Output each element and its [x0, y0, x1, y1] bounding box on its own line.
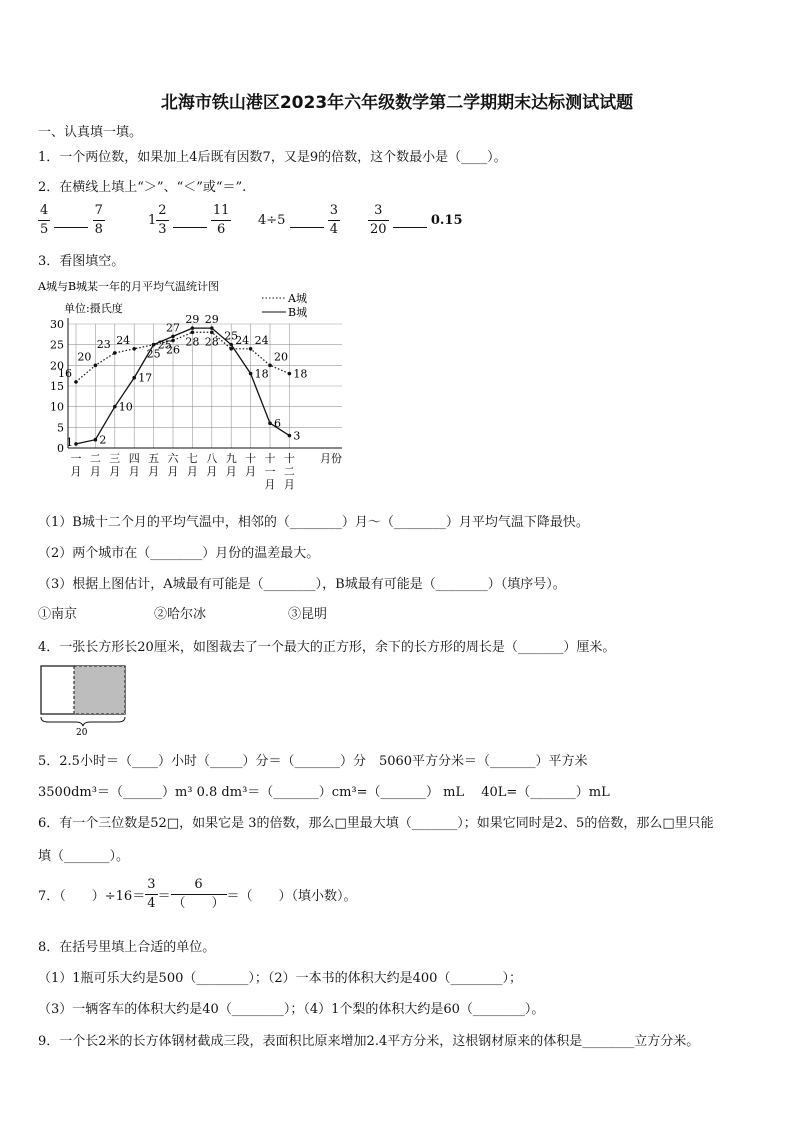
data-point [132, 376, 136, 380]
x-tick-label: 五 [148, 452, 160, 465]
x-tick-label: 一 [264, 465, 276, 478]
x-tick-label: 十 [264, 452, 276, 465]
data-point [74, 442, 78, 446]
question-1: 1．一个两位数，如果加上4后既有因数7，又是9的倍数，这个数最小是（____）。 [38, 150, 507, 165]
data-point [268, 364, 272, 368]
x-tick-label: 九 [225, 452, 237, 465]
fraction: $\frac{6}{( )}$ [172, 877, 225, 911]
data-label: 28 [204, 335, 219, 349]
page-title: 北海市铁山港区2023年六年级数学第二学期期末达标测试试题 [160, 93, 634, 113]
y-tick-label: 0 [57, 442, 64, 455]
data-label: 24 [254, 333, 269, 347]
legend-label: A城 [288, 292, 307, 305]
data-point [152, 343, 156, 347]
x-tick-label: 月 [245, 465, 257, 478]
data-point [94, 364, 98, 368]
fraction: $\frac{3}{4}$ [329, 203, 338, 237]
fraction: $\frac{7}{8}$ [94, 203, 103, 237]
fraction: $\frac{3}{20}$ [370, 203, 387, 237]
y-tick-label: 30 [50, 318, 64, 331]
question-8-line-1: （1）1瓶可乐大约是500（________）；（2）一本书的体积大约是400（________）； [38, 971, 522, 986]
data-label: 20 [77, 350, 92, 364]
x-tick-label: 月 [128, 465, 140, 478]
x-tick-label: 月 [89, 465, 101, 478]
data-point [268, 421, 272, 425]
data-label: 25 [224, 329, 239, 343]
question-6-line-2: 填（_______）。 [38, 849, 130, 864]
question-6-line-1: 6．有一个三位数是52□，如果它是 3的倍数，那么□里最大填（_______）；如果它同时是2、5的倍数，那么□里只能 [38, 816, 714, 831]
data-label: 1 [66, 435, 73, 449]
option-2: ②哈尔冰 [154, 607, 207, 622]
fraction: $\frac{11}{6}$ [212, 203, 230, 237]
x-tick-label: 月 [109, 465, 121, 478]
data-label: 29 [204, 313, 219, 327]
data-label: 23 [96, 337, 111, 351]
data-point [171, 339, 175, 343]
compare-item-1 [38, 202, 105, 239]
question-2-stem: 2．在横线上填上“＞”、“＜”或“＝”. [38, 180, 247, 195]
x-tick-label: 二 [89, 452, 101, 465]
x-tick-label: 二 [283, 465, 295, 478]
data-point [191, 326, 195, 330]
question-3-part-1: （1）B城十二个月的平均气温中，相邻的（________）月～（________）月平均气温下降最快。 [38, 515, 589, 530]
chart-xlabel: 月份 [320, 452, 342, 465]
x-tick-label: 六 [167, 452, 179, 465]
data-label: 25 [157, 338, 172, 352]
section-heading: 一、认真填一填。 [38, 125, 143, 140]
x-tick-label: 十 [283, 452, 295, 465]
compare-item-2: 1 $\frac{2}{3}$ $\frac{11}{6}$ [148, 203, 230, 237]
x-tick-label: 月 [206, 465, 218, 478]
x-tick-label: 月 [148, 465, 160, 478]
data-label: 28 [185, 335, 200, 349]
data-label: 27 [166, 321, 180, 335]
data-point [229, 343, 233, 347]
x-tick-label: 一 [70, 452, 82, 465]
data-point [288, 434, 292, 438]
rectangle-figure [36, 662, 136, 738]
question-3-part-3: （3）根据上图估计，A城最有可能是（________），B城最有可能是（________）（填序号）。 [38, 577, 566, 592]
y-tick-label: 20 [50, 359, 64, 373]
data-label: 2 [99, 433, 107, 447]
fraction: $\frac{2}{3}$ [158, 203, 167, 237]
data-label: 16 [58, 366, 72, 380]
question-8-stem: 8．在括号里填上合适的单位。 [38, 940, 216, 955]
data-point [249, 347, 253, 351]
question-7: 7．（ ）÷16＝ $\frac{3}{4}$ ＝ $\frac{6}{( )}$ ＝（ ）（填小数）。 [38, 877, 357, 911]
data-label: 18 [254, 367, 269, 381]
y-tick-label: 25 [50, 338, 64, 352]
x-tick-label: 四 [128, 452, 140, 465]
data-label: 24 [116, 333, 131, 347]
data-label: 10 [118, 400, 133, 414]
x-tick-label: 月 [283, 478, 295, 491]
data-point [191, 330, 195, 334]
answer-blank[interactable] [173, 213, 207, 228]
x-tick-label: 十 [245, 452, 257, 465]
question-5-line-1: 5．2.5小时＝（____）小时（_____）分＝（_______）分 5060平方分米＝（_______）平方米 [38, 754, 588, 769]
question-4: 4．一张长方形长20厘米，如图裁去了一个最大的正方形，余下的长方形的周长是（_______）厘米。 [38, 640, 616, 655]
data-point [210, 330, 214, 334]
legend-label: B城 [288, 306, 308, 319]
question-8-line-2: （3）一辆客车的体积大约是40（________）；（4）1个梨的体积大约是60（________）。 [38, 1002, 545, 1017]
compare-item-4: $\frac{3}{20}$ 0.15 [370, 203, 463, 237]
data-point [113, 405, 117, 409]
data-label: 26 [166, 343, 180, 357]
chart-ylabel: 单位:摄氏度 [64, 302, 123, 315]
data-point [171, 335, 175, 339]
y-tick-label: 5 [57, 421, 64, 435]
compare-item-3: 4÷5 $\frac{3}{4}$ [258, 203, 338, 237]
question-3-part-2: （2）两个城市在（________）月份的温差最大。 [38, 546, 320, 561]
x-tick-label: 八 [206, 452, 218, 465]
data-point [210, 326, 214, 330]
length-label: 20 [76, 728, 88, 738]
question-5-line-2: 3500dm³＝（______）m³ 0.8 dm³＝（_______）cm³=（_______） mL 40L=（_______）mL [38, 785, 610, 800]
data-label: 18 [293, 367, 308, 381]
data-label: 29 [185, 313, 200, 327]
length-brace [41, 717, 125, 726]
question-9: 9．一个长2米的长方体钢材截成三段，表面积比原来增加2.4平方分米，这根钢材原来的体积是________立方分米。 [38, 1034, 700, 1049]
data-label: 24 [235, 333, 250, 347]
data-point [288, 372, 292, 376]
data-label: 20 [274, 350, 288, 364]
data-point [74, 380, 78, 384]
data-point [249, 372, 253, 376]
data-point [94, 438, 98, 442]
question-3-stem: 3．看图填空。 [38, 254, 125, 269]
option-1: ①南京 [38, 607, 78, 622]
data-label: 6 [274, 417, 281, 431]
fraction: $\frac{4}{5}$ [40, 203, 49, 237]
answer-blank[interactable] [393, 213, 427, 228]
temperature-chart [30, 276, 360, 500]
option-3: ③昆明 [288, 607, 328, 622]
data-label: 3 [293, 429, 301, 443]
answer-blank[interactable] [54, 213, 88, 228]
answer-blank[interactable] [290, 213, 324, 228]
x-tick-label: 月 [167, 465, 179, 478]
x-tick-label: 三 [109, 452, 121, 465]
x-tick-label: 月 [186, 465, 198, 478]
y-tick-label: 15 [50, 380, 64, 393]
data-point [113, 351, 117, 355]
fraction: $\frac{3}{4}$ [147, 877, 156, 911]
data-label: 17 [138, 371, 153, 385]
x-tick-label: 月 [264, 478, 276, 491]
data-point [132, 347, 136, 351]
chart-title: A城与B城某一年的月平均气温统计图 [38, 280, 220, 293]
x-tick-label: 月 [70, 465, 82, 478]
chart-legend [262, 292, 307, 319]
x-tick-label: 七 [186, 452, 198, 465]
y-tick-label: 10 [50, 400, 64, 414]
x-tick-label: 月 [225, 465, 237, 478]
data-label: 25 [146, 347, 161, 361]
cut-square [74, 666, 125, 714]
